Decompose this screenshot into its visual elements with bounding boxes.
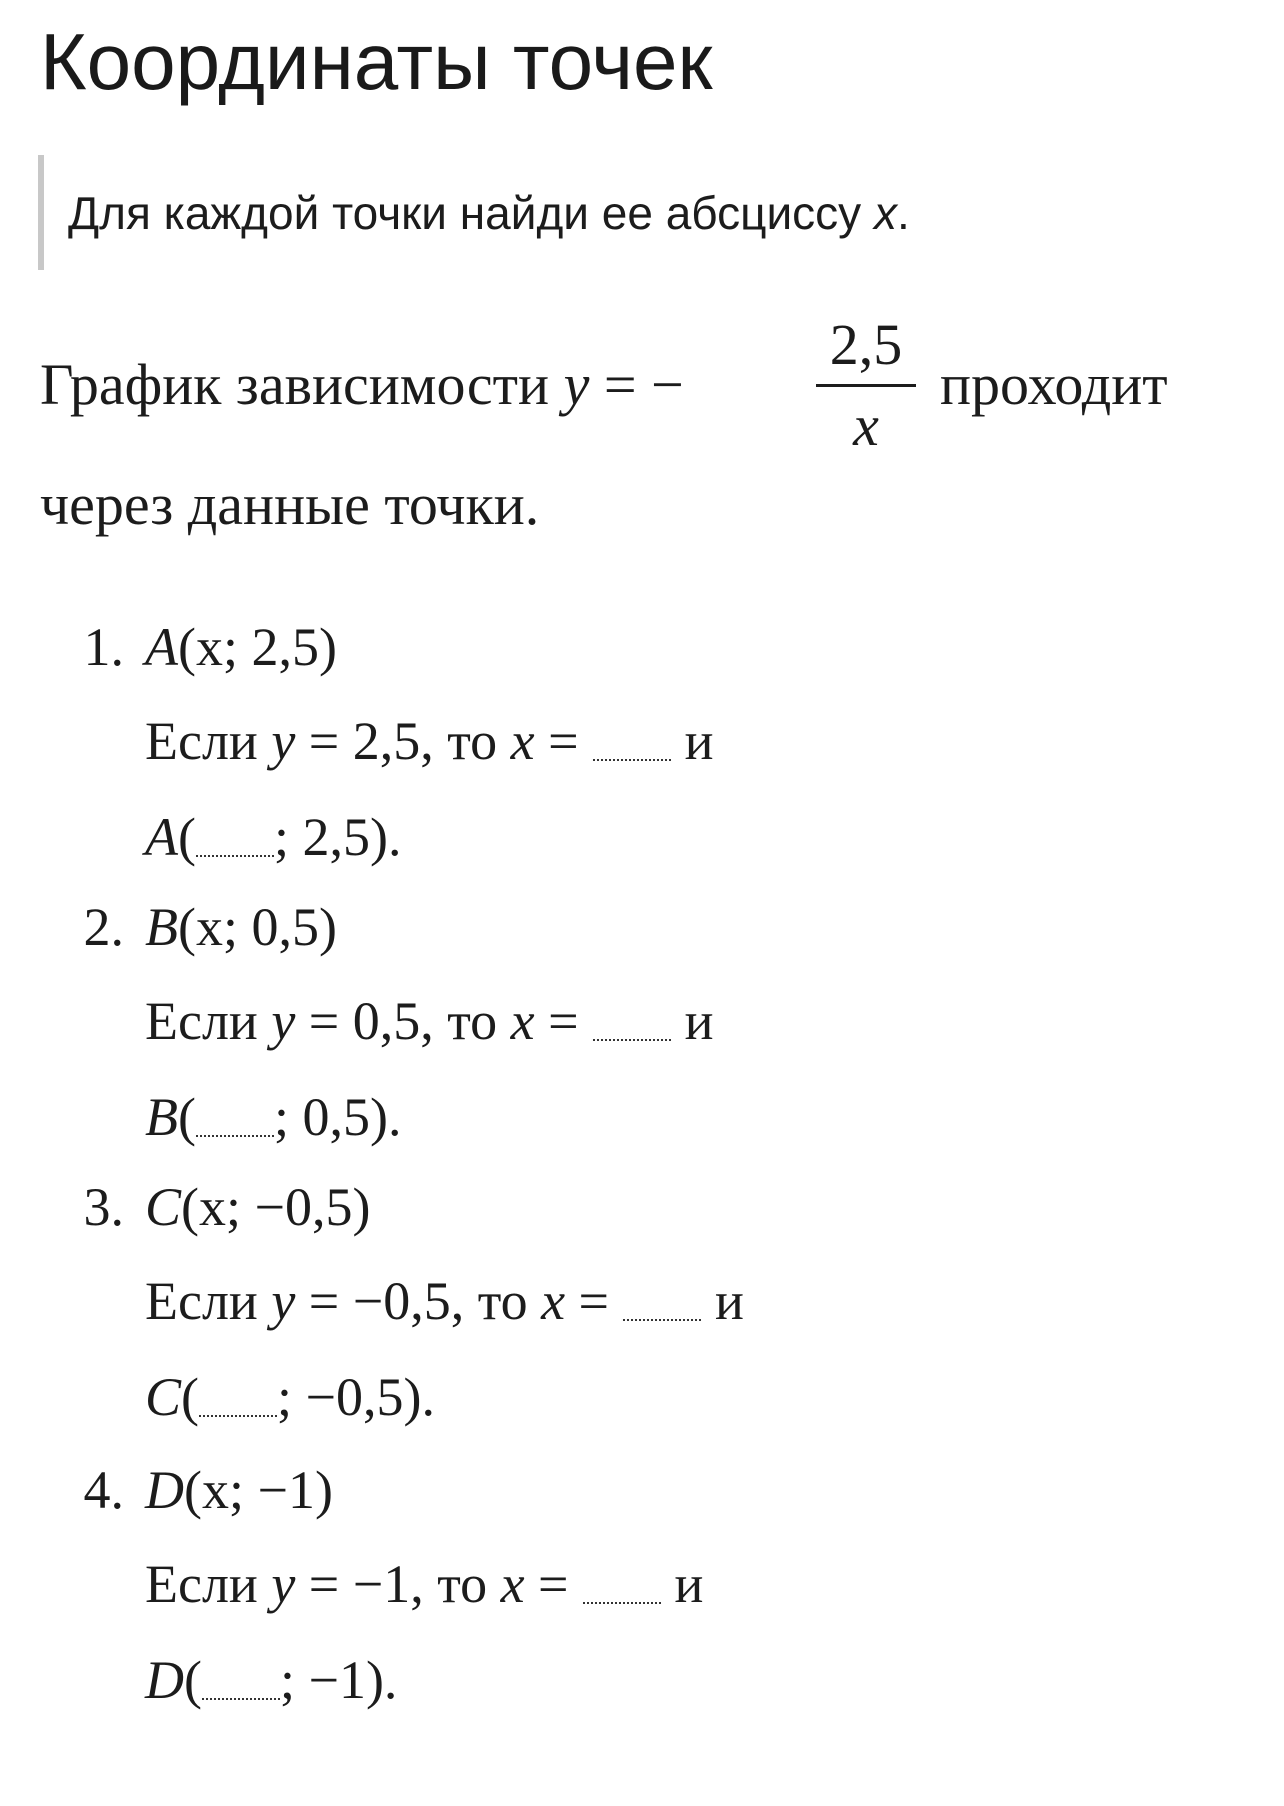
x-answer-input[interactable]	[593, 719, 671, 761]
item-answer: A( ; 2,5).	[145, 807, 402, 867]
instruction-block	[38, 155, 1144, 270]
instruction-text	[68, 183, 910, 243]
item-condition: Если y = 2,5, то x = и	[145, 711, 714, 771]
instruction-main: Для каждой точки найди ее абсциссу	[68, 187, 874, 239]
instruction-end: .	[896, 187, 910, 239]
coordinate-answer-input[interactable]	[196, 815, 274, 857]
item-number: 4.	[83, 1460, 124, 1520]
intro-line-2: через данные точки.	[40, 472, 540, 537]
x-answer-input[interactable]	[583, 1562, 661, 1604]
intro-y-variable: y	[563, 352, 590, 417]
page-title: Координаты точек	[40, 17, 713, 106]
item-number: 1.	[83, 617, 124, 677]
coordinate-answer-input[interactable]	[196, 1095, 274, 1137]
fraction-numerator: 2,5	[829, 312, 903, 377]
item-answer: B( ; 0,5).	[145, 1087, 402, 1147]
instruction-variable: x	[873, 187, 897, 239]
fraction-denominator: x	[853, 393, 879, 458]
item-point-label: A(x; 2,5)	[145, 617, 337, 677]
item-answer: C( ; −0,5).	[145, 1367, 435, 1427]
item-condition: Если y = −0,5, то x = и	[145, 1271, 744, 1331]
coordinate-answer-input[interactable]	[202, 1658, 280, 1700]
intro-equals: = −	[589, 352, 684, 417]
fraction-bar	[816, 384, 916, 387]
intro-prefix: График зависимости y = −	[40, 352, 684, 417]
item-number: 3.	[83, 1177, 124, 1237]
item-answer: D( ; −1).	[145, 1650, 398, 1710]
item-condition: Если y = 0,5, то x = и	[145, 991, 714, 1051]
item-number: 2.	[83, 897, 124, 957]
item-point-label: B(x; 0,5)	[145, 897, 337, 957]
x-answer-input[interactable]	[623, 1279, 701, 1321]
item-point-label: D(x; −1)	[145, 1460, 333, 1520]
item-point-label: C(x; −0,5)	[145, 1177, 371, 1237]
intro-suffix: проходит	[940, 352, 1168, 417]
x-answer-input[interactable]	[593, 999, 671, 1041]
item-condition: Если y = −1, то x = и	[145, 1554, 704, 1614]
fraction	[812, 310, 920, 461]
coordinate-answer-input[interactable]	[199, 1375, 277, 1417]
